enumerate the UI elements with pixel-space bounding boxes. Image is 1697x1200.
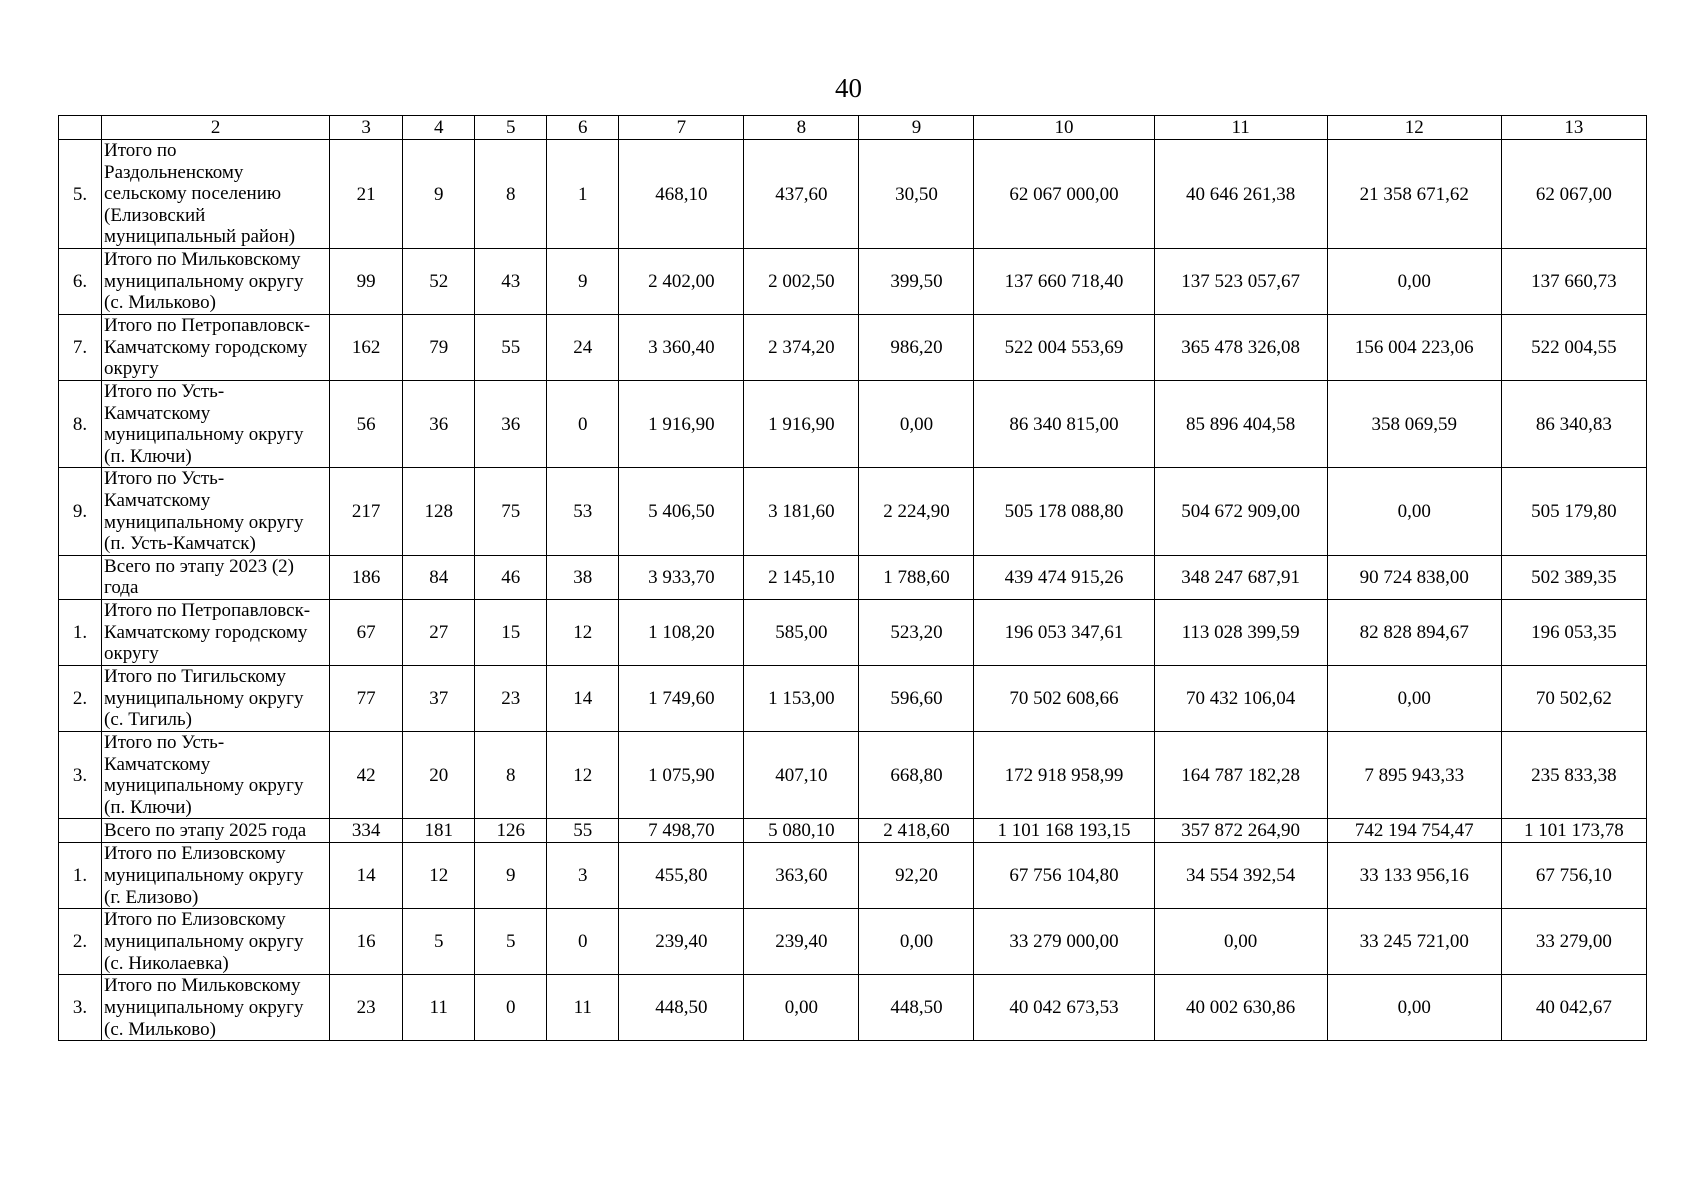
- value-cell: 20: [403, 731, 475, 818]
- row-number-cell: 7.: [59, 315, 102, 381]
- table-row: [59, 468, 1647, 555]
- value-cell: 357 872 264,90: [1154, 819, 1327, 843]
- row-name-line: муниципальному округу: [104, 511, 304, 533]
- row-name-line: Всего по этапу 2025 года: [104, 820, 307, 842]
- value-cell: 12: [547, 731, 619, 818]
- value-cell: 75: [475, 468, 547, 555]
- value-cell: 2 402,00: [619, 249, 744, 315]
- column-number-cell: 5: [475, 116, 547, 140]
- row-name-cell: [102, 249, 330, 315]
- value-cell: 34 554 392,54: [1154, 843, 1327, 909]
- value-cell: 1 153,00: [744, 665, 859, 731]
- row-name-line: Камчатскому городскому: [104, 336, 308, 358]
- column-number-cell: 11: [1154, 116, 1327, 140]
- row-name-line: (г. Елизово): [104, 886, 199, 908]
- value-cell: 455,80: [619, 843, 744, 909]
- value-cell: 86 340,83: [1501, 381, 1646, 468]
- value-cell: 36: [403, 381, 475, 468]
- row-name-line: муниципальному округу: [104, 997, 304, 1019]
- row-name-line: Итого по Мильковскому: [104, 249, 301, 271]
- value-cell: 5: [475, 909, 547, 975]
- column-number-cell: 10: [974, 116, 1154, 140]
- value-cell: 196 053,35: [1501, 599, 1646, 665]
- value-cell: 12: [547, 599, 619, 665]
- value-cell: 27: [403, 599, 475, 665]
- value-cell: 181: [403, 819, 475, 843]
- value-cell: 16: [330, 909, 403, 975]
- value-cell: 113 028 399,59: [1154, 599, 1327, 665]
- row-name-line: округу: [104, 358, 159, 380]
- value-cell: 12: [403, 843, 475, 909]
- value-cell: 3: [547, 843, 619, 909]
- value-cell: 505 178 088,80: [974, 468, 1154, 555]
- value-cell: 1: [547, 140, 619, 249]
- row-name-line: округу: [104, 643, 159, 665]
- table-row: [59, 381, 1647, 468]
- value-cell: 1 749,60: [619, 665, 744, 731]
- value-cell: 85 896 404,58: [1154, 381, 1327, 468]
- row-name-line: Итого по Елизовскому: [104, 909, 286, 931]
- value-cell: 523,20: [859, 599, 974, 665]
- value-cell: 70 502 608,66: [974, 665, 1154, 731]
- row-name-line: Камчатскому: [104, 402, 211, 424]
- value-cell: 77: [330, 665, 403, 731]
- row-number-cell: 9.: [59, 468, 102, 555]
- value-cell: 23: [475, 665, 547, 731]
- value-cell: 358 069,59: [1327, 381, 1501, 468]
- value-cell: 468,10: [619, 140, 744, 249]
- value-cell: 156 004 223,06: [1327, 315, 1501, 381]
- value-cell: 67 756 104,80: [974, 843, 1154, 909]
- row-name-cell: [102, 599, 330, 665]
- row-name-line: (п. Усть-Камчатск): [104, 533, 256, 555]
- value-cell: 14: [547, 665, 619, 731]
- table-body: [59, 116, 1647, 1041]
- row-name-line: муниципальный район): [104, 226, 296, 248]
- value-cell: 585,00: [744, 599, 859, 665]
- value-cell: 37: [403, 665, 475, 731]
- value-cell: 407,10: [744, 731, 859, 818]
- column-number-row: [59, 116, 1647, 140]
- value-cell: 40 042 673,53: [974, 975, 1154, 1041]
- row-name-line: сельскому поселению: [104, 183, 282, 205]
- value-cell: 23: [330, 975, 403, 1041]
- value-cell: 502 389,35: [1501, 555, 1646, 599]
- value-cell: 92,20: [859, 843, 974, 909]
- row-number-cell: [59, 819, 102, 843]
- column-number-cell: 2: [102, 116, 330, 140]
- row-name-line: Итого по Петропавловск-: [104, 315, 311, 337]
- column-number-cell: 7: [619, 116, 744, 140]
- value-cell: 186: [330, 555, 403, 599]
- value-cell: 164 787 182,28: [1154, 731, 1327, 818]
- value-cell: 1 101 168 193,15: [974, 819, 1154, 843]
- row-name-cell: [102, 975, 330, 1041]
- row-name-line: муниципальному округу: [104, 775, 304, 797]
- value-cell: 67: [330, 599, 403, 665]
- value-cell: 235 833,38: [1501, 731, 1646, 818]
- value-cell: 14: [330, 843, 403, 909]
- value-cell: 99: [330, 249, 403, 315]
- row-number-cell: 8.: [59, 381, 102, 468]
- row-name-line: (п. Ключи): [104, 445, 192, 467]
- value-cell: 5 080,10: [744, 819, 859, 843]
- value-cell: 505 179,80: [1501, 468, 1646, 555]
- value-cell: 1 075,90: [619, 731, 744, 818]
- value-cell: 43: [475, 249, 547, 315]
- row-name-line: Камчатскому: [104, 753, 211, 775]
- row-name-line: Итого по Мильковскому: [104, 975, 301, 997]
- row-name-cell: [102, 731, 330, 818]
- value-cell: 742 194 754,47: [1327, 819, 1501, 843]
- value-cell: 9: [475, 843, 547, 909]
- value-cell: 46: [475, 555, 547, 599]
- value-cell: 3 360,40: [619, 315, 744, 381]
- table-row: [59, 909, 1647, 975]
- value-cell: 239,40: [744, 909, 859, 975]
- value-cell: 239,40: [619, 909, 744, 975]
- column-number-cell: 8: [744, 116, 859, 140]
- row-name-line: Камчатскому городскому: [104, 621, 308, 643]
- row-name-line: муниципальному округу: [104, 687, 304, 709]
- row-name-cell: [102, 843, 330, 909]
- value-cell: 439 474 915,26: [974, 555, 1154, 599]
- value-cell: 137 523 057,67: [1154, 249, 1327, 315]
- row-name-line: Итого по: [104, 140, 177, 162]
- value-cell: 0,00: [1327, 665, 1501, 731]
- value-cell: 0: [475, 975, 547, 1041]
- value-cell: 137 660,73: [1501, 249, 1646, 315]
- value-cell: 0,00: [744, 975, 859, 1041]
- column-number-cell: 4: [403, 116, 475, 140]
- row-name-cell: [102, 468, 330, 555]
- value-cell: 84: [403, 555, 475, 599]
- row-name-line: Камчатскому: [104, 489, 211, 511]
- value-cell: 33 245 721,00: [1327, 909, 1501, 975]
- value-cell: 62 067,00: [1501, 140, 1646, 249]
- value-cell: 40 002 630,86: [1154, 975, 1327, 1041]
- table-row: [59, 731, 1647, 818]
- value-cell: 448,50: [619, 975, 744, 1041]
- row-name-line: муниципальному округу: [104, 270, 304, 292]
- row-number-cell: 1.: [59, 599, 102, 665]
- value-cell: 1 916,90: [744, 381, 859, 468]
- value-cell: 0: [547, 381, 619, 468]
- value-cell: 0: [547, 909, 619, 975]
- row-name-line: Итого по Усть-: [104, 731, 225, 753]
- value-cell: 522 004,55: [1501, 315, 1646, 381]
- value-cell: 55: [475, 315, 547, 381]
- value-cell: 8: [475, 140, 547, 249]
- value-cell: 86 340 815,00: [974, 381, 1154, 468]
- value-cell: 2 002,50: [744, 249, 859, 315]
- row-number-cell: 1.: [59, 843, 102, 909]
- row-name-line: муниципальному округу: [104, 865, 304, 887]
- column-number-cell: [59, 116, 102, 140]
- value-cell: 504 672 909,00: [1154, 468, 1327, 555]
- value-cell: 82 828 894,67: [1327, 599, 1501, 665]
- value-cell: 128: [403, 468, 475, 555]
- value-cell: 9: [403, 140, 475, 249]
- row-name-cell: [102, 140, 330, 249]
- row-name-line: Итого по Усть-: [104, 468, 225, 490]
- data-table: [58, 115, 1647, 1041]
- value-cell: 0,00: [859, 909, 974, 975]
- value-cell: 70 432 106,04: [1154, 665, 1327, 731]
- table-row: [59, 819, 1647, 843]
- value-cell: 0,00: [1327, 975, 1501, 1041]
- value-cell: 42: [330, 731, 403, 818]
- value-cell: 24: [547, 315, 619, 381]
- table-row: [59, 315, 1647, 381]
- value-cell: 7 895 943,33: [1327, 731, 1501, 818]
- value-cell: 3 933,70: [619, 555, 744, 599]
- value-cell: 11: [547, 975, 619, 1041]
- table-row: [59, 975, 1647, 1041]
- row-name-line: Раздольненскому: [104, 161, 244, 183]
- column-number-cell: 12: [1327, 116, 1501, 140]
- column-number-cell: 13: [1501, 116, 1646, 140]
- row-name-cell: [102, 819, 330, 843]
- row-name-line: (Елизовский: [104, 204, 206, 226]
- value-cell: 56: [330, 381, 403, 468]
- row-name-cell: [102, 909, 330, 975]
- value-cell: 1 788,60: [859, 555, 974, 599]
- value-cell: 0,00: [1327, 468, 1501, 555]
- value-cell: 2 224,90: [859, 468, 974, 555]
- value-cell: 40 042,67: [1501, 975, 1646, 1041]
- value-cell: 5: [403, 909, 475, 975]
- value-cell: 70 502,62: [1501, 665, 1646, 731]
- value-cell: 21 358 671,62: [1327, 140, 1501, 249]
- row-name-line: Итого по Тигильскому: [104, 666, 287, 688]
- value-cell: 217: [330, 468, 403, 555]
- row-name-line: Всего по этапу 2023 (2): [104, 555, 294, 577]
- value-cell: 0,00: [1327, 249, 1501, 315]
- value-cell: 15: [475, 599, 547, 665]
- row-name-line: Итого по Петропавловск-: [104, 600, 311, 622]
- value-cell: 399,50: [859, 249, 974, 315]
- row-name-line: муниципальному округу: [104, 931, 304, 953]
- value-cell: 162: [330, 315, 403, 381]
- table-row: [59, 665, 1647, 731]
- column-number-cell: 9: [859, 116, 974, 140]
- value-cell: 2 374,20: [744, 315, 859, 381]
- value-cell: 21: [330, 140, 403, 249]
- value-cell: 3 181,60: [744, 468, 859, 555]
- value-cell: 348 247 687,91: [1154, 555, 1327, 599]
- row-name-cell: [102, 381, 330, 468]
- value-cell: 334: [330, 819, 403, 843]
- row-number-cell: 2.: [59, 665, 102, 731]
- row-number-cell: [59, 555, 102, 599]
- value-cell: 126: [475, 819, 547, 843]
- value-cell: 5 406,50: [619, 468, 744, 555]
- column-number-cell: 6: [547, 116, 619, 140]
- row-name-line: Итого по Елизовскому: [104, 843, 286, 865]
- column-number-cell: 3: [330, 116, 403, 140]
- row-name-line: (с. Тигиль): [104, 709, 193, 731]
- value-cell: 8: [475, 731, 547, 818]
- row-name-cell: [102, 665, 330, 731]
- row-name-cell: [102, 315, 330, 381]
- row-name-line: (с. Николаевка): [104, 952, 229, 974]
- value-cell: 11: [403, 975, 475, 1041]
- table-row: [59, 843, 1647, 909]
- page-number: 40: [835, 73, 862, 103]
- row-name-line: муниципальному округу: [104, 424, 304, 446]
- row-name-line: (с. Мильково): [104, 1018, 216, 1040]
- value-cell: 363,60: [744, 843, 859, 909]
- value-cell: 38: [547, 555, 619, 599]
- value-cell: 2 418,60: [859, 819, 974, 843]
- row-number-cell: 6.: [59, 249, 102, 315]
- row-name-line: Итого по Усть-: [104, 381, 225, 402]
- value-cell: 33 279,00: [1501, 909, 1646, 975]
- value-cell: 9: [547, 249, 619, 315]
- value-cell: 55: [547, 819, 619, 843]
- value-cell: 53: [547, 468, 619, 555]
- value-cell: 172 918 958,99: [974, 731, 1154, 818]
- value-cell: 7 498,70: [619, 819, 744, 843]
- row-name-line: (п. Ключи): [104, 796, 192, 818]
- value-cell: 1 101 173,78: [1501, 819, 1646, 843]
- table-row: [59, 249, 1647, 315]
- row-number-cell: 2.: [59, 909, 102, 975]
- value-cell: 596,60: [859, 665, 974, 731]
- value-cell: 668,80: [859, 731, 974, 818]
- value-cell: 1 916,90: [619, 381, 744, 468]
- value-cell: 52: [403, 249, 475, 315]
- value-cell: 62 067 000,00: [974, 140, 1154, 249]
- value-cell: 40 646 261,38: [1154, 140, 1327, 249]
- value-cell: 79: [403, 315, 475, 381]
- table-row: [59, 140, 1647, 249]
- value-cell: 36: [475, 381, 547, 468]
- value-cell: 33 279 000,00: [974, 909, 1154, 975]
- value-cell: 1 108,20: [619, 599, 744, 665]
- row-number-cell: 3.: [59, 731, 102, 818]
- value-cell: 986,20: [859, 315, 974, 381]
- row-number-cell: 3.: [59, 975, 102, 1041]
- value-cell: 30,50: [859, 140, 974, 249]
- table-row: [59, 555, 1647, 599]
- value-cell: 2 145,10: [744, 555, 859, 599]
- value-cell: 0,00: [859, 381, 974, 468]
- row-name-line: (с. Мильково): [104, 292, 216, 314]
- value-cell: 67 756,10: [1501, 843, 1646, 909]
- value-cell: 0,00: [1154, 909, 1327, 975]
- value-cell: 448,50: [859, 975, 974, 1041]
- value-cell: 33 133 956,16: [1327, 843, 1501, 909]
- table-row: [59, 599, 1647, 665]
- value-cell: 137 660 718,40: [974, 249, 1154, 315]
- value-cell: 522 004 553,69: [974, 315, 1154, 381]
- row-name-cell: [102, 555, 330, 599]
- row-name-line: года: [104, 577, 139, 599]
- value-cell: 365 478 326,08: [1154, 315, 1327, 381]
- value-cell: 196 053 347,61: [974, 599, 1154, 665]
- value-cell: 90 724 838,00: [1327, 555, 1501, 599]
- value-cell: 437,60: [744, 140, 859, 249]
- row-number-cell: 5.: [59, 140, 102, 249]
